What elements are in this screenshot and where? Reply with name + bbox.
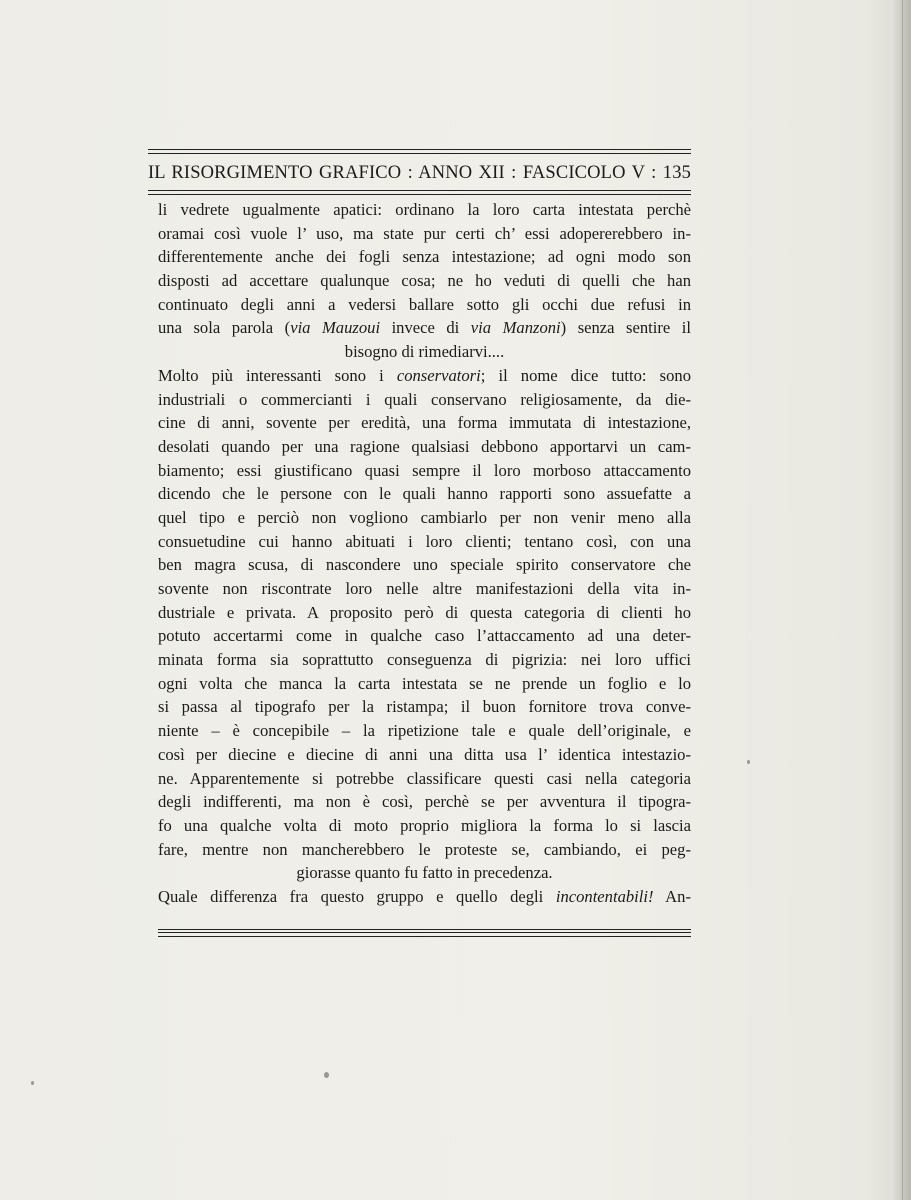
text-line: Quale differenza fra questo gruppo e quello degli incontentabili! An- (158, 886, 691, 906)
text-line-paragraph-end: giorasse quanto fu fatto in precedenza. (296, 863, 553, 883)
text-line: dustriale e privata. A proposito però di questa categoria di clienti ho (158, 602, 691, 622)
header-rule-bottom (148, 190, 691, 195)
text-line: ne. Apparentemente si potrebbe classificare questi casi nella categoria (158, 768, 691, 788)
text-line: potuto accertarmi come in qualche caso l’attaccamento ad una deter- (158, 626, 691, 646)
text-line: degli indifferenti, ma non è così, perchè se per avventura il tipogra- (158, 792, 691, 812)
italic-term: conservatori (396, 365, 481, 385)
text-line: fo una qualche volta di moto proprio migliora la forma lo si lascia (158, 815, 691, 835)
text-line: Molto più interessanti sono i conservatori; il nome dice tutto: sono (158, 365, 691, 385)
text-line: oramai così vuole l’ uso, ma state pur certi ch’ essi adopererebbero in- (158, 223, 691, 243)
italic-term: via Manzoni (470, 318, 561, 338)
body-text (158, 198, 691, 909)
text-line: così per diecine e diecine di anni una ditta usa l’ identica intestazio- (158, 744, 691, 764)
text-line: continuato degli anni a vedersi ballare sotto gli occhi due refusi in (158, 294, 691, 314)
paper-speck (747, 760, 750, 764)
text-line: una sola parola (via Mauzoui invece di via Manzoni) senza sentire il (158, 318, 692, 338)
text-line: differentemente anche dei fogli senza intestazione; ad ogni modo son (158, 247, 691, 267)
text-line: consuetudine cui hanno abituati i loro clienti; tentano così, con una (158, 531, 691, 551)
text-line-paragraph-end: bisogno di rimediarvi.... (344, 342, 505, 362)
text-line: quel tipo e perciò non vogliono cambiarlo per non venir meno alla (158, 507, 691, 527)
text-line: industriali o commercianti i quali conservano religiosamente, da die- (158, 389, 691, 409)
text-line: ben magra scusa, di nascondere uno speciale spirito conservatore che (158, 555, 691, 575)
text-line: desolati quando per una ragione qualsiasi debbono apportarvi un cam- (158, 436, 691, 456)
text-line: ogni volta che manca la carta intestata se ne prende un foglio e lo (158, 673, 691, 693)
text-line: li vedrete ugualmente apatici: ordinano la loro carta intestata perchè (158, 200, 691, 219)
paper-speck (324, 1072, 329, 1078)
text-line: disposti ad accettare qualunque cosa; ne ho veduti di quelli che han (158, 271, 691, 291)
header-rule-top (148, 149, 691, 154)
italic-term: via Mauzoui (290, 318, 381, 338)
running-head: IL RISORGIMENTO GRAFICO : ANNO XII : FASCICOLO V : 135 (148, 163, 691, 183)
text-line: minata forma sia soprattutto conseguenza di pigrizia: nei loro uffici (158, 650, 691, 670)
text-line: fare, mentre non mancherebbero le proteste se, cambiando, ei peg- (158, 839, 691, 859)
footer-rule (158, 929, 691, 937)
text-line: biamento; essi giustificano quasi sempre il loro morboso attaccamento (158, 460, 691, 480)
text-line: sovente non riscontrate loro nelle altre manifestazioni della vita in- (158, 579, 691, 598)
text-line: cine di anni, sovente per eredità, una forma immutata di intestazione, (158, 413, 691, 433)
text-line: si passa al tipografo per la ristampa; il buon fornitore trova conve- (158, 697, 691, 717)
text-line: dicendo che le persone con le quali hanno rapporti sono assuefatte a (158, 484, 691, 504)
text-line: niente – è concepibile – la ripetizione tale e quale dell’originale, e (158, 721, 691, 741)
page-edge-line (902, 0, 903, 1200)
page-edge-shadow (891, 0, 911, 1200)
paper-speck (31, 1081, 34, 1085)
italic-term: incontentabili! (555, 886, 654, 906)
